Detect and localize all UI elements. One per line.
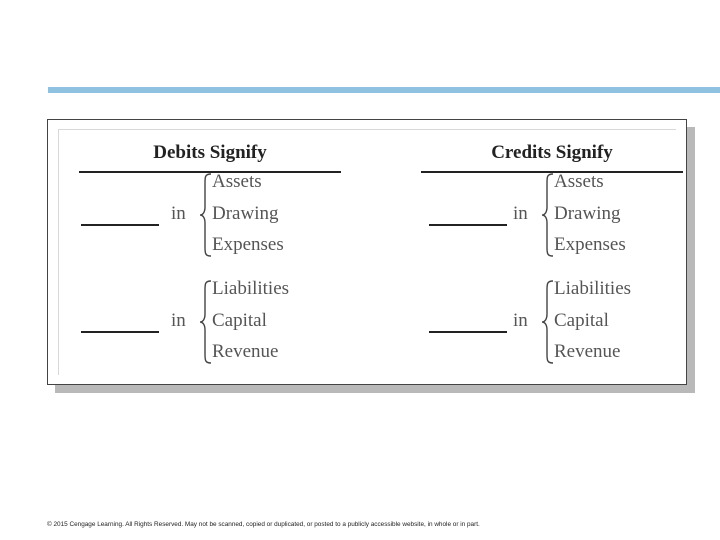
list-item: Revenue xyxy=(212,341,279,362)
left-brace-icon xyxy=(199,280,213,364)
list-item: Drawing xyxy=(554,203,621,224)
list-item: Liabilities xyxy=(554,278,632,299)
credits-title: Credits Signify xyxy=(491,142,613,163)
credits-group-2 xyxy=(421,280,720,370)
debits-group-2 xyxy=(79,280,379,370)
debits-group-1 xyxy=(79,173,379,263)
fill-in-blank xyxy=(429,224,507,226)
debits-title: Debits Signify xyxy=(153,142,267,163)
fill-in-blank xyxy=(81,224,159,226)
list-item: Capital xyxy=(554,310,609,331)
list-item: Capital xyxy=(212,310,267,331)
list-item: Assets xyxy=(554,171,604,192)
left-brace-icon xyxy=(541,280,555,364)
credits-group-1 xyxy=(421,173,720,263)
list-item: Expenses xyxy=(212,234,284,255)
connector-word: in xyxy=(513,310,528,331)
left-brace-icon xyxy=(199,173,213,257)
connector-word: in xyxy=(171,310,186,331)
fill-in-blank xyxy=(429,331,507,333)
list-item: Assets xyxy=(212,171,262,192)
left-brace-icon xyxy=(541,173,555,257)
copyright-notice: © 2015 Cengage Learning. All Rights Reserved. May not be scanned, copied or duplicated, or posted to a publicly accessible website, in whole or in part. xyxy=(47,521,480,528)
list-item: Drawing xyxy=(212,203,279,224)
figure-inner xyxy=(58,129,676,375)
fill-in-blank xyxy=(81,331,159,333)
list-item: Liabilities xyxy=(212,278,290,299)
credits-column xyxy=(421,130,720,378)
connector-word: in xyxy=(513,203,528,224)
debits-credits-figure xyxy=(47,119,687,385)
debits-column xyxy=(79,130,379,378)
connector-word: in xyxy=(171,203,186,224)
list-item: Revenue xyxy=(554,341,621,362)
slide-accent-rule xyxy=(48,87,720,93)
list-item: Expenses xyxy=(554,234,626,255)
